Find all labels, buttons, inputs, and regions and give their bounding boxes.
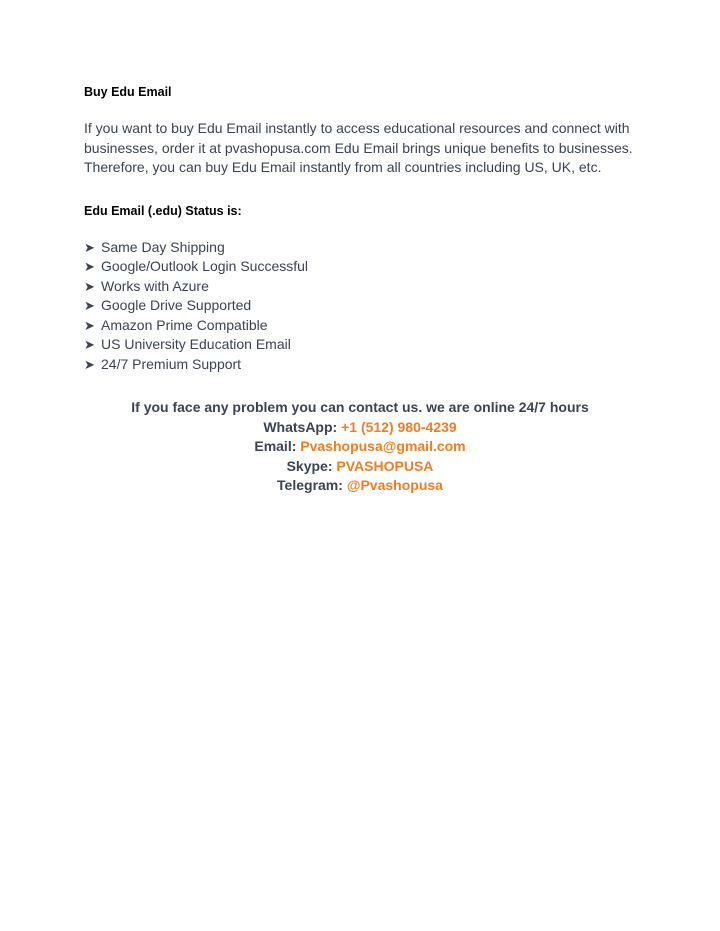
contact-block — [0, 398, 720, 496]
status-heading: Edu Email (.edu) Status is: — [84, 203, 242, 218]
feature-label: Amazon Prime Compatible — [101, 316, 268, 333]
feature-label: US University Education Email — [101, 336, 291, 352]
telegram-line — [0, 476, 720, 496]
whatsapp-number-link[interactable]: +1 (512) 980-4239 — [341, 418, 457, 435]
list-item — [84, 316, 644, 336]
skype-line — [0, 457, 720, 477]
skype-label: Skype: — [286, 457, 333, 474]
contact-headline: If you face any problem you can contact us. we are online 24/7 hours — [131, 399, 589, 415]
feature-label: Google Drive Supported — [101, 297, 252, 313]
email-link[interactable]: Pvashopusa@gmail.com — [300, 438, 466, 455]
feature-label: Works with Azure — [101, 277, 209, 294]
email-line — [0, 437, 720, 457]
arrow-bullet-icon: ➤ — [84, 259, 95, 274]
feature-label: 24/7 Premium Support — [101, 355, 242, 372]
whatsapp-label: WhatsApp: — [263, 418, 338, 435]
arrow-bullet-icon: ➤ — [84, 239, 95, 255]
telegram-link[interactable]: @Pvashopusa — [346, 477, 443, 494]
arrow-bullet-icon: ➤ — [84, 278, 95, 294]
feature-label: Same Day Shipping — [101, 238, 225, 255]
list-item — [84, 257, 644, 277]
document-body — [84, 84, 644, 374]
telegram-label: Telegram: — [277, 477, 343, 494]
skype-link[interactable]: PVASHOPUSA — [336, 457, 434, 474]
feature-list — [84, 238, 644, 375]
list-item — [84, 355, 644, 375]
feature-label: Google/Outlook Login Successful — [101, 258, 309, 274]
email-label: Email: — [254, 438, 297, 455]
arrow-bullet-icon: ➤ — [84, 298, 95, 313]
arrow-bullet-icon: ➤ — [84, 356, 95, 372]
page-title: Buy Edu Email — [84, 85, 172, 99]
list-item — [84, 277, 644, 297]
intro-paragraph: If you want to buy Edu Email instantly to access educational resources and connect with businesses, order it at pvashopusa.com Edu Email brings unique benefits to businesses. Therefore, you can buy Edu Email instantly from all countries including US, UK, etc. — [84, 120, 633, 175]
arrow-bullet-icon: ➤ — [84, 337, 95, 352]
list-item — [84, 296, 644, 316]
list-item — [84, 238, 644, 258]
list-item — [84, 335, 644, 355]
whatsapp-line — [0, 418, 720, 438]
arrow-bullet-icon: ➤ — [84, 317, 95, 333]
